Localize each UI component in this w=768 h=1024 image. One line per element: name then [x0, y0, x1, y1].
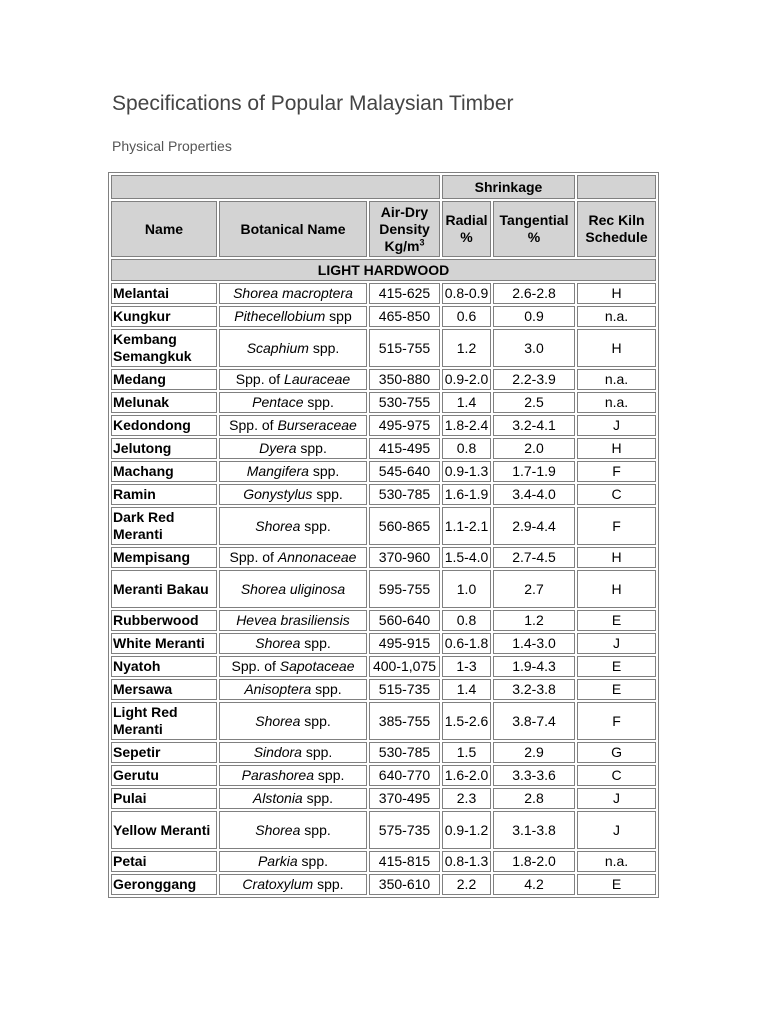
table-row — [111, 570, 656, 608]
tangential-cell: 2.2-3.9 — [493, 369, 575, 390]
table-body — [111, 259, 656, 895]
density-cell: 370-960 — [369, 547, 440, 568]
botanical-suffix: spp. — [308, 463, 340, 479]
kiln-cell: E — [577, 610, 656, 631]
tangential-cell: 3.1-3.8 — [493, 811, 575, 849]
timber-name-cell: Gerutu — [111, 765, 217, 786]
table-row — [111, 306, 656, 327]
table-row — [111, 438, 656, 459]
botanical-italic: Hevea brasiliensis — [236, 612, 350, 628]
kiln-cell: C — [577, 484, 656, 505]
density-header-line1: Air-Dry — [380, 203, 429, 220]
kiln-cell: J — [577, 811, 656, 849]
tangential-cell: 3.0 — [493, 329, 575, 367]
table-row — [111, 547, 656, 568]
table-row — [111, 633, 656, 654]
botanical-italic: Gonystylus — [243, 486, 313, 502]
density-cell: 415-625 — [369, 283, 440, 304]
botanical-name-cell — [219, 570, 367, 608]
botanical-suffix: spp. — [311, 681, 342, 697]
radial-cell: 1.5-4.0 — [442, 547, 491, 568]
botanical-prefix: Spp. of — [235, 371, 285, 387]
botanical-name-cell — [219, 610, 367, 631]
radial-cell: 1.4 — [442, 679, 491, 700]
table-row — [111, 415, 656, 436]
timber-name-cell: Medang — [111, 369, 217, 390]
botanical-suffix: spp. — [303, 394, 334, 410]
timber-name-cell: Dark Red Meranti — [111, 507, 217, 545]
tangential-cell: 2.0 — [493, 438, 575, 459]
col-header-kiln — [577, 201, 656, 257]
botanical-italic: Cratoxylum — [242, 876, 314, 892]
col-header-name: Name — [111, 201, 217, 257]
radial-cell: 1.4 — [442, 392, 491, 413]
botanical-name-cell — [219, 851, 367, 872]
tangential-cell: 2.7-4.5 — [493, 547, 575, 568]
radial-cell: 0.9-2.0 — [442, 369, 491, 390]
radial-cell: 1.6-2.0 — [442, 765, 491, 786]
botanical-name-cell — [219, 765, 367, 786]
botanical-italic: Pentace — [252, 394, 304, 410]
density-cell: 575-735 — [369, 811, 440, 849]
table-row — [111, 679, 656, 700]
botanical-prefix: Spp. of — [229, 549, 278, 565]
tangential-cell: 2.8 — [493, 788, 575, 809]
density-cell: 560-640 — [369, 610, 440, 631]
density-cell: 415-495 — [369, 438, 440, 459]
radial-cell: 0.9-1.2 — [442, 811, 491, 849]
density-header-line2: Density — [379, 220, 430, 237]
timber-name-cell: Pulai — [111, 788, 217, 809]
timber-name-cell: Kedondong — [111, 415, 217, 436]
botanical-italic: Parashorea — [241, 767, 315, 783]
col-header-radial — [442, 201, 491, 257]
timber-name-cell: Ramin — [111, 484, 217, 505]
radial-header-line2: % — [460, 229, 473, 245]
kiln-cell: H — [577, 283, 656, 304]
radial-cell: 1-3 — [442, 656, 491, 677]
botanical-italic: Shorea — [255, 517, 301, 534]
timber-name-cell: Petai — [111, 851, 217, 872]
density-cell: 515-735 — [369, 679, 440, 700]
tangential-header-line1: Tangential — [499, 212, 569, 228]
timber-name-cell: Nyatoh — [111, 656, 217, 677]
timber-name-cell: Mersawa — [111, 679, 217, 700]
radial-cell: 0.8-1.3 — [442, 851, 491, 872]
botanical-italic: Sindora — [253, 744, 302, 760]
density-cell: 495-975 — [369, 415, 440, 436]
radial-cell: 1.5 — [442, 742, 491, 763]
density-header-unit-sup: 3 — [419, 236, 425, 247]
radial-cell: 0.9-1.3 — [442, 461, 491, 482]
radial-header-line1: Radial — [445, 212, 488, 228]
botanical-name-cell — [219, 547, 367, 568]
tangential-cell: 2.5 — [493, 392, 575, 413]
botanical-name-cell — [219, 415, 367, 436]
botanical-name-cell — [219, 633, 367, 654]
tangential-cell: 3.3-3.6 — [493, 765, 575, 786]
tangential-header-line2: % — [527, 229, 541, 245]
table-row — [111, 656, 656, 677]
botanical-italic: Pithecellobium — [234, 308, 326, 324]
botanical-italic: Parkia — [257, 853, 298, 869]
botanical-italic: Shorea — [255, 712, 301, 729]
table-row — [111, 484, 656, 505]
shrinkage-group-header: Shrinkage — [442, 175, 575, 199]
timber-name-cell: White Meranti — [111, 633, 217, 654]
col-header-botanical: Botanical Name — [219, 201, 367, 257]
kiln-cell: J — [577, 633, 656, 654]
table-row — [111, 788, 656, 809]
botanical-name-cell — [219, 306, 367, 327]
tangential-cell: 0.9 — [493, 306, 575, 327]
table-row — [111, 811, 656, 849]
botanical-suffix: spp. — [300, 821, 331, 838]
density-cell: 370-495 — [369, 788, 440, 809]
section-header: LIGHT HARDWOOD — [111, 259, 656, 281]
botanical-suffix: spp. — [297, 853, 329, 869]
radial-cell: 2.2 — [442, 874, 491, 895]
table-row — [111, 874, 656, 895]
kiln-cell: H — [577, 329, 656, 367]
kiln-cell: F — [577, 507, 656, 545]
radial-cell: 1.2 — [442, 329, 491, 367]
tangential-cell: 2.7 — [493, 570, 575, 608]
density-cell: 465-850 — [369, 306, 440, 327]
botanical-italic: Mangifera — [246, 463, 309, 479]
timber-name-cell: Mempisang — [111, 547, 217, 568]
tangential-cell: 2.9-4.4 — [493, 507, 575, 545]
tangential-cell: 3.2-4.1 — [493, 415, 575, 436]
botanical-suffix: spp. — [296, 440, 327, 456]
table-row — [111, 369, 656, 390]
kiln-cell: C — [577, 765, 656, 786]
botanical-italic: Alstonia — [252, 790, 303, 806]
radial-cell: 2.3 — [442, 788, 491, 809]
botanical-suffix: spp. — [312, 486, 343, 502]
tangential-cell: 1.4-3.0 — [493, 633, 575, 654]
botanical-italic: Scaphium — [246, 339, 309, 356]
timber-name-cell: Kembang Semangkuk — [111, 329, 217, 367]
botanical-italic: Shorea — [255, 635, 301, 651]
timber-name-cell: Kungkur — [111, 306, 217, 327]
timber-name-cell: Rubberwood — [111, 610, 217, 631]
table-row — [111, 392, 656, 413]
kiln-cell: F — [577, 702, 656, 740]
tangential-cell: 3.2-3.8 — [493, 679, 575, 700]
botanical-suffix: spp. — [300, 517, 331, 534]
radial-cell: 0.6-1.8 — [442, 633, 491, 654]
botanical-suffix: spp. — [301, 744, 333, 760]
botanical-italic: Shorea — [255, 821, 301, 838]
botanical-name-cell — [219, 742, 367, 763]
density-cell: 530-785 — [369, 742, 440, 763]
timber-name-cell: Melantai — [111, 283, 217, 304]
botanical-prefix: Spp. of — [229, 417, 278, 433]
page-subtitle: Physical Properties — [112, 138, 232, 154]
table-row — [111, 283, 656, 304]
botanical-suffix: spp. — [302, 790, 334, 806]
botanical-name-cell — [219, 811, 367, 849]
tangential-cell: 1.2 — [493, 610, 575, 631]
tangential-cell: 3.4-4.0 — [493, 484, 575, 505]
tangential-cell: 1.8-2.0 — [493, 851, 575, 872]
tangential-cell: 2.9 — [493, 742, 575, 763]
botanical-name-cell — [219, 702, 367, 740]
tangential-cell: 1.7-1.9 — [493, 461, 575, 482]
kiln-cell: n.a. — [577, 306, 656, 327]
density-cell: 530-785 — [369, 484, 440, 505]
tangential-cell: 1.9-4.3 — [493, 656, 575, 677]
kiln-cell: H — [577, 547, 656, 568]
timber-name-cell: Geronggang — [111, 874, 217, 895]
table-row — [111, 329, 656, 367]
timber-name-cell: Yellow Meranti — [111, 811, 217, 849]
botanical-name-cell — [219, 392, 367, 413]
radial-cell: 1.5-2.6 — [442, 702, 491, 740]
kiln-cell: n.a. — [577, 392, 656, 413]
botanical-name-cell — [219, 461, 367, 482]
radial-cell: 0.6 — [442, 306, 491, 327]
density-cell: 350-880 — [369, 369, 440, 390]
botanical-name-cell — [219, 507, 367, 545]
density-cell: 515-755 — [369, 329, 440, 367]
density-cell: 350-610 — [369, 874, 440, 895]
kiln-cell: n.a. — [577, 369, 656, 390]
botanical-italic: Anisoptera — [244, 681, 312, 697]
tangential-cell: 3.8-7.4 — [493, 702, 575, 740]
radial-cell: 0.8 — [442, 438, 491, 459]
botanical-italic: Shorea macroptera — [233, 285, 353, 301]
table-row — [111, 507, 656, 545]
botanical-italic: Dyera — [259, 440, 297, 456]
botanical-suffix: spp. — [313, 876, 344, 892]
botanical-suffix: spp. — [314, 767, 345, 783]
density-cell: 415-815 — [369, 851, 440, 872]
botanical-name-cell — [219, 329, 367, 367]
tangential-cell: 4.2 — [493, 874, 575, 895]
col-header-tangential — [493, 201, 575, 257]
kiln-cell: H — [577, 438, 656, 459]
table-row — [111, 461, 656, 482]
kiln-header-line2: Schedule — [585, 229, 648, 245]
table-row — [111, 851, 656, 872]
kiln-cell: H — [577, 570, 656, 608]
timber-name-cell: Meranti Bakau — [111, 570, 217, 608]
radial-cell: 1.6-1.9 — [442, 484, 491, 505]
botanical-name-cell — [219, 484, 367, 505]
botanical-suffix: spp. — [300, 712, 331, 729]
botanical-prefix: Spp. of — [231, 658, 280, 674]
tangential-cell: 2.6-2.8 — [493, 283, 575, 304]
timber-name-cell: Light Red Meranti — [111, 702, 217, 740]
botanical-name-cell — [219, 656, 367, 677]
table-row — [111, 610, 656, 631]
botanical-name-cell — [219, 438, 367, 459]
botanical-italic: Shorea uliginosa — [240, 580, 346, 597]
radial-cell: 1.1-2.1 — [442, 507, 491, 545]
botanical-suffix: spp. — [300, 635, 331, 651]
kiln-cell: E — [577, 679, 656, 700]
timber-name-cell: Machang — [111, 461, 217, 482]
table-row — [111, 742, 656, 763]
density-cell: 595-755 — [369, 570, 440, 608]
kiln-cell: G — [577, 742, 656, 763]
botanical-suffix: spp — [325, 308, 352, 324]
kiln-cell: F — [577, 461, 656, 482]
botanical-name-cell — [219, 679, 367, 700]
botanical-italic: Annonaceae — [277, 549, 357, 565]
timber-name-cell: Sepetir — [111, 742, 217, 763]
radial-cell: 0.8 — [442, 610, 491, 631]
botanical-suffix: spp. — [308, 339, 340, 356]
kiln-cell: n.a. — [577, 851, 656, 872]
radial-cell: 1.8-2.4 — [442, 415, 491, 436]
botanical-italic: Burseraceae — [277, 417, 357, 433]
timber-name-cell: Jelutong — [111, 438, 217, 459]
table-row — [111, 765, 656, 786]
botanical-name-cell — [219, 369, 367, 390]
header-blank-cell — [111, 175, 440, 199]
kiln-cell: J — [577, 415, 656, 436]
botanical-italic: Sapotaceae — [279, 658, 355, 674]
density-cell: 385-755 — [369, 702, 440, 740]
density-cell: 545-640 — [369, 461, 440, 482]
density-cell: 640-770 — [369, 765, 440, 786]
kiln-cell: J — [577, 788, 656, 809]
kiln-cell: E — [577, 656, 656, 677]
density-cell: 530-755 — [369, 392, 440, 413]
botanical-name-cell — [219, 874, 367, 895]
kiln-cell: E — [577, 874, 656, 895]
botanical-name-cell — [219, 788, 367, 809]
kiln-header-line1: Rec Kiln — [588, 212, 645, 228]
header-blank-cell — [577, 175, 656, 199]
timber-specs-table — [108, 172, 659, 898]
page-title: Specifications of Popular Malaysian Timber — [112, 92, 514, 115]
density-cell: 400-1,075 — [369, 656, 440, 677]
density-cell: 560-865 — [369, 507, 440, 545]
table-row — [111, 702, 656, 740]
botanical-italic: Lauraceae — [284, 371, 351, 387]
timber-name-cell: Melunak — [111, 392, 217, 413]
density-header-unit: Kg/m — [384, 237, 420, 254]
radial-cell: 1.0 — [442, 570, 491, 608]
botanical-name-cell — [219, 283, 367, 304]
density-cell: 495-915 — [369, 633, 440, 654]
radial-cell: 0.8-0.9 — [442, 283, 491, 304]
col-header-density — [369, 201, 440, 257]
